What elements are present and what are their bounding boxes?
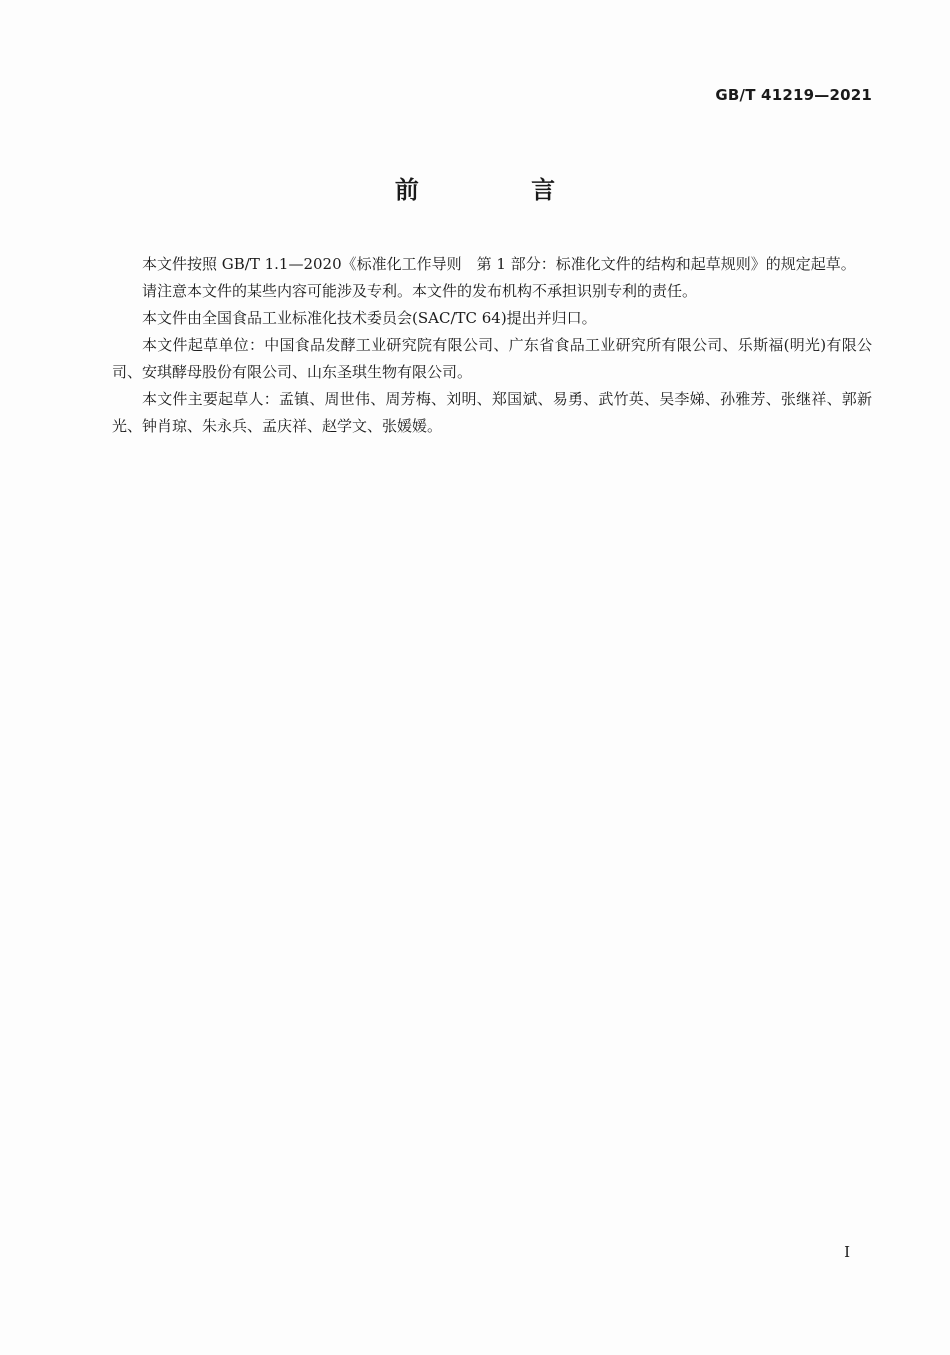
foreword-body [112, 251, 872, 440]
paragraph-proposer: 本文件由全国食品工业标准化技术委员会(SAC/TC 64)提出并归口。 [142, 309, 597, 327]
paragraph-patent-notice: 请注意本文件的某些内容可能涉及专利。本文件的发布机构不承担识别专利的责任。 [142, 282, 698, 300]
paragraph-drafters: 本文件主要起草人：孟镇、周世伟、周芳梅、刘明、郑国斌、易勇、武竹英、吴李娣、孙雅芳、张继祥、郭新光、钟肖琼、朱永兵、孟庆祥、赵学文、张媛媛。 [112, 390, 872, 435]
page-number: I [844, 1243, 850, 1261]
paragraph-drafting-units: 本文件起草单位：中国食品发酵工业研究院有限公司、广东省食品工业研究所有限公司、乐斯福(明光)有限公司、安琪酵母股份有限公司、山东圣琪生物有限公司。 [112, 336, 872, 381]
paragraph-drafting-rules: 本文件按照 GB/T 1.1—2020《标准化工作导则 第 1 部分：标准化文件的结构和起草规则》的规定起草。 [142, 255, 856, 273]
page-title: 前 言 [394, 176, 608, 204]
standard-code: GB/T 41219—2021 [715, 86, 872, 104]
